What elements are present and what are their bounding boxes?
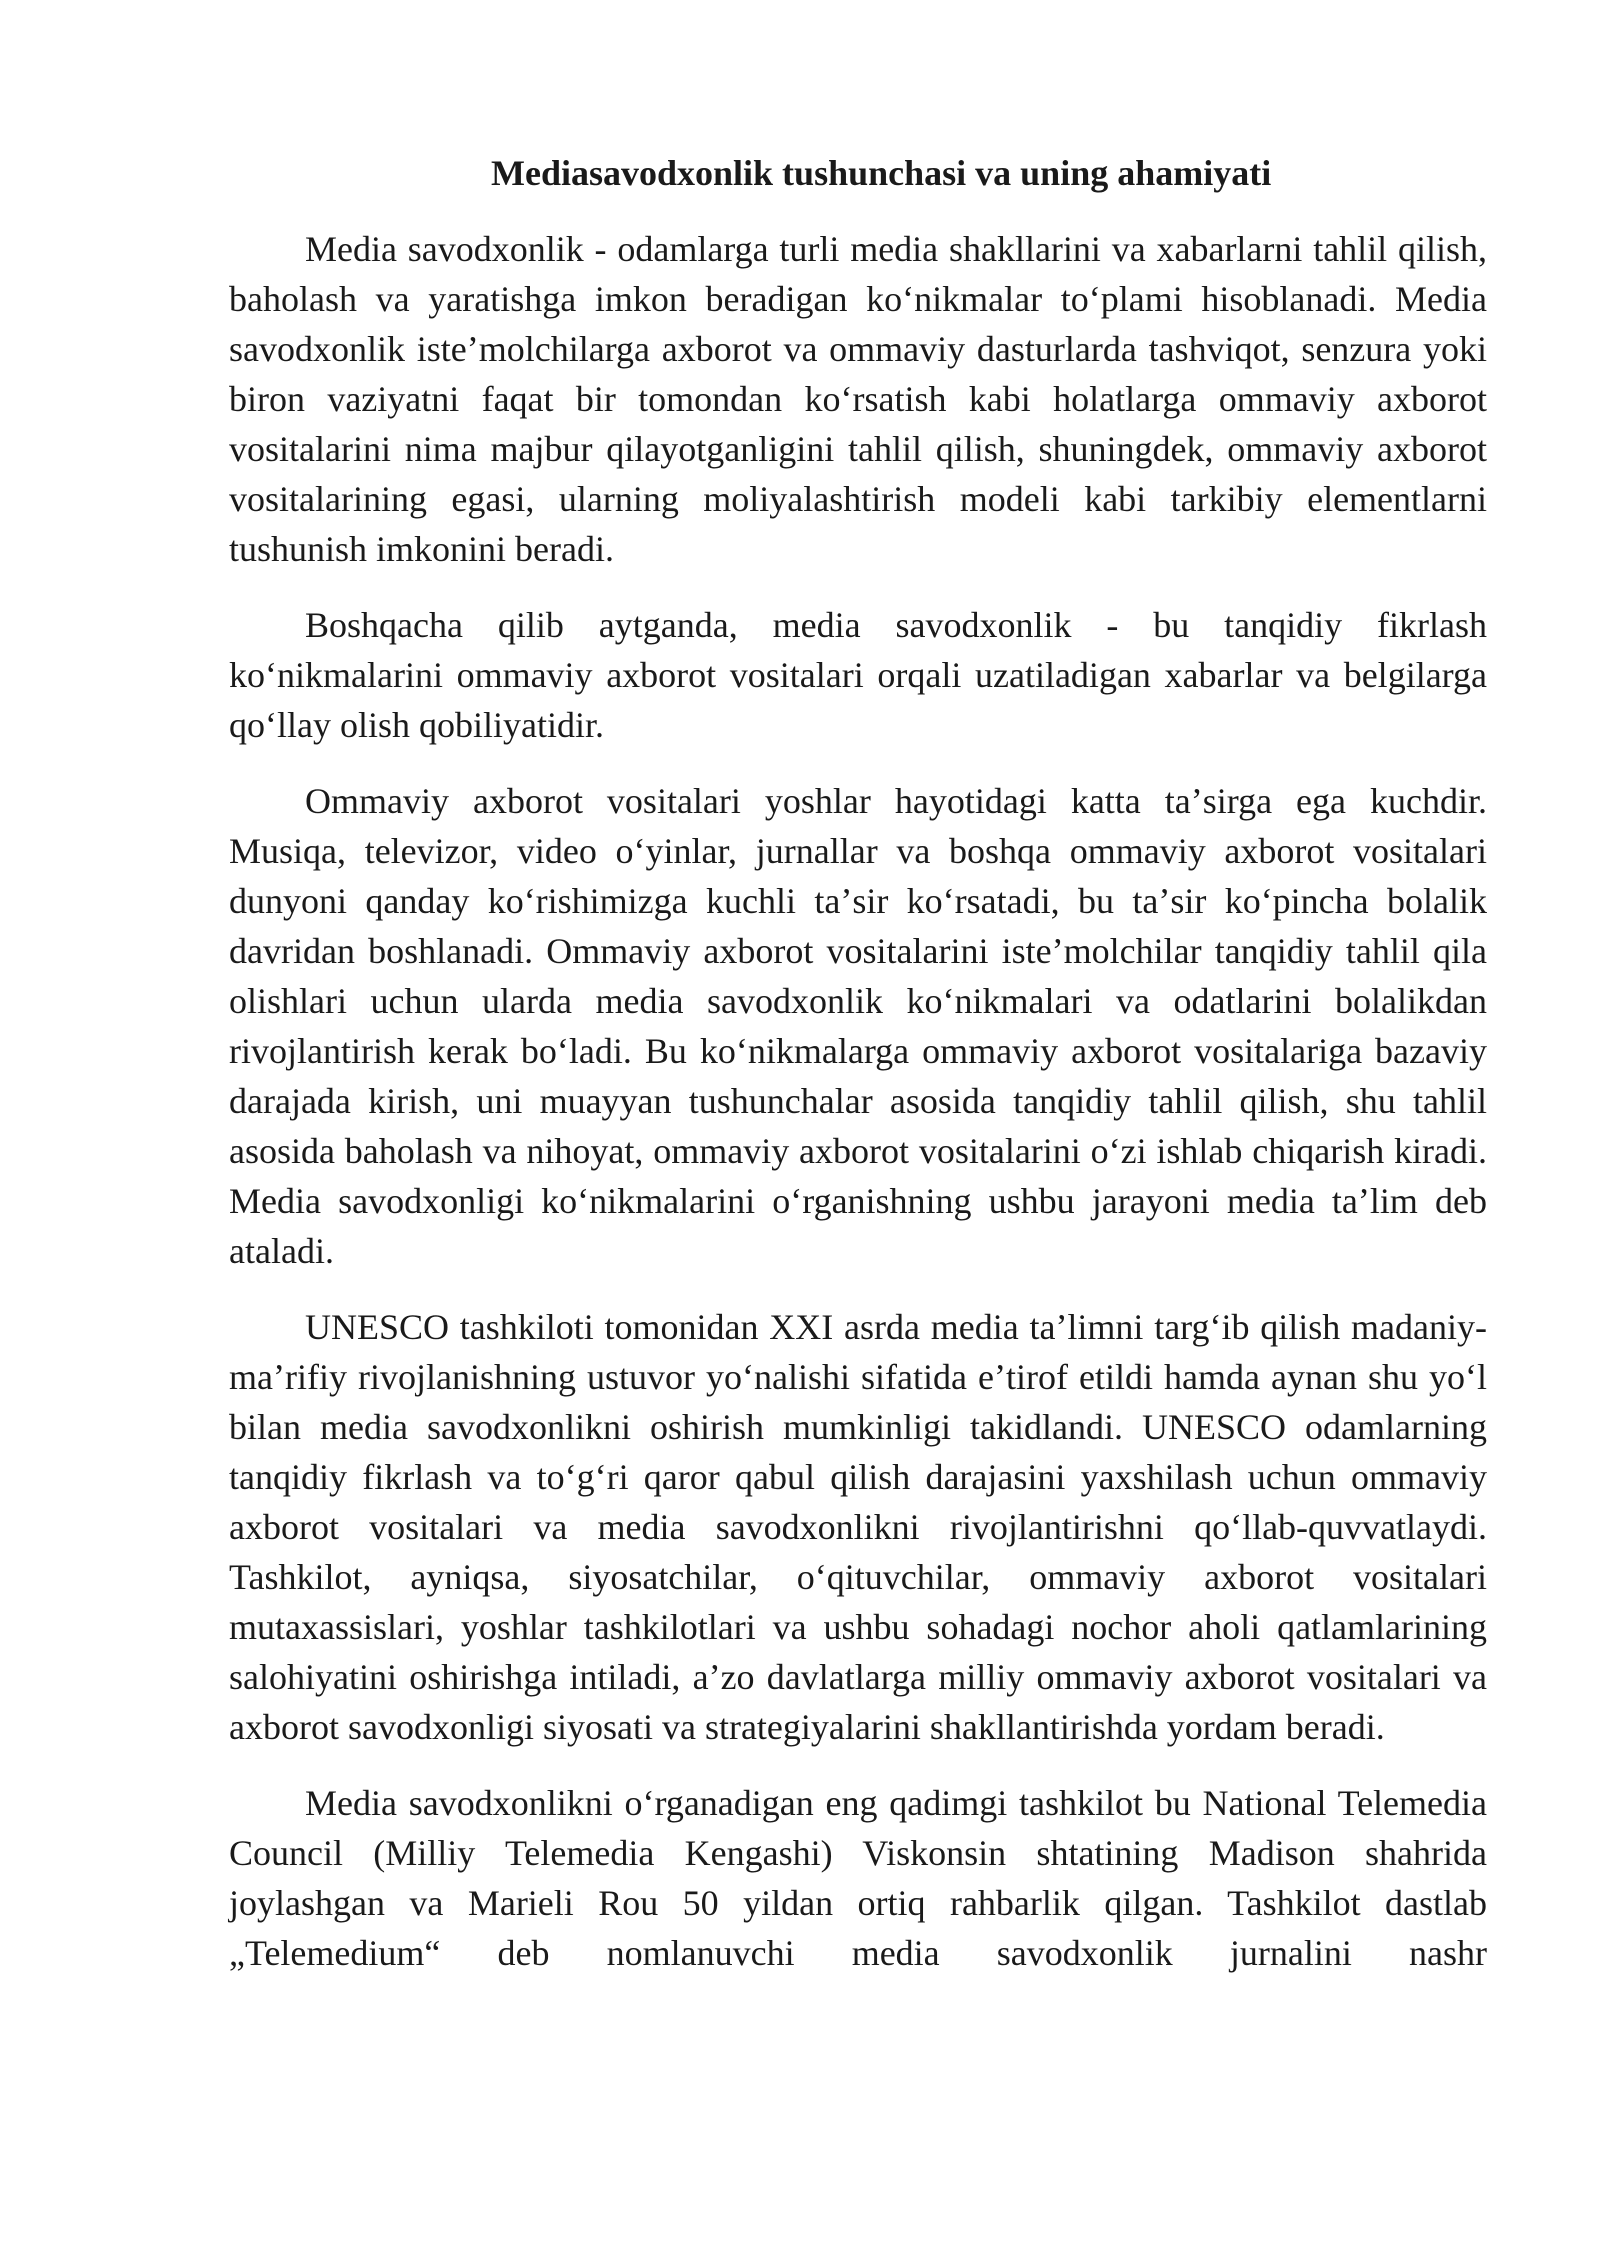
paragraph-national-telemedia-council: Media savodxonlikni oʻrganadigan eng qadimgi tashkilot bu National Telemedia Council (Milliy Telemedia Kengashi) Viskonsin shtatining Madison shahrida joylashgan va Marieli Rou 50 yildan ortiq rahbarlik qilgan. Tashkilot dastlab „Telemedium“ deb nomlanuvchi media savodxonlik jurnalini nashr xyxy=(229,1783,1487,1973)
paragraph-unesco: UNESCO tashkiloti tomonidan XXI asrda media taʼlimni targʻib qilish madaniy-maʼrifiy rivojlanishning ustuvor yoʻnalishi sifatida eʼtirof etildi hamda aynan shu yoʻl bilan media savodxonlikni oshirish mumkinligi takidlandi. UNESCO odamlarning tanqidiy fikrlash va toʻgʻri qaror qabul qilish darajasini yaxshilash uchun ommaviy axborot vositalari va media savodxonlikni rivojlantirishni qoʻllab-quvvatlaydi. Tashkilot, ayniqsa, siyosatchilar, oʻqituvchilar, ommaviy axborot vositalari mutaxassislari, yoshlar tashkilotlari va ushbu sohadagi nochor aholi qatlamlarining salohiyatini oshirishga intiladi, aʼzo davlatlarga milliy ommaviy axborot vositalari va axborot savodxonligi siyosati va strategiyalarini shakllantirishda yordam beradi. xyxy=(229,1307,1487,1747)
document-body xyxy=(229,148,1487,2004)
paragraph-youth-influence: Ommaviy axborot vositalari yoshlar hayotidagi katta taʼsirga ega kuchdir. Musiqa, televizor, video oʻyinlar, jurnallar va boshqa ommaviy axborot vositalari dunyoni qanday koʻrishimizga kuchli taʼsir koʻrsatadi, bu taʼsir koʻpincha bolalik davridan boshlanadi. Ommaviy axborot vositalarini isteʼmolchilar tanqidiy tahlil qila olishlari uchun ularda media savodxonlik koʻnikmalari va odatlarini bolalikdan rivojlantirish kerak boʻladi. Bu koʻnikmalarga ommaviy axborot vositalariga bazaviy darajada kirish, uni muayyan tushunchalar asosida tanqidiy tahlil qilish, shu tahlil asosida baholash va nihoyat, ommaviy axborot vositalarini oʻzi ishlab chiqarish kiradi. Media savodxonligi koʻnikmalarini oʻrganishning ushbu jarayoni media taʼlim deb ataladi. xyxy=(229,781,1487,1271)
paragraph-critical-thinking: Boshqacha qilib aytganda, media savodxonlik - bu tanqidiy fikrlash koʻnikmalarini ommaviy axborot vositalari orqali uzatiladigan xabarlar va belgilarga qoʻllay olish qobiliyatidir. xyxy=(229,605,1487,745)
document-title: Mediasavodxonlik tushunchasi va uning ahamiyati xyxy=(491,153,1272,193)
paragraph-definition: Media savodxonlik - odamlarga turli media shakllarini va xabarlarni tahlil qilish, baholash va yaratishga imkon beradigan koʻnikmalar toʻplami hisoblanadi. Media savodxonlik isteʼmolchilarga axborot va ommaviy dasturlarda tashviqot, senzura yoki biron vaziyatni faqat bir tomondan koʻrsatish kabi holatlarga ommaviy axborot vositalarini nima majbur qilayotganligini tahlil qilish, shuningdek, ommaviy axborot vositalarining egasi, ularning moliyalashtirish modeli kabi tarkibiy elementlarni tushunish imkonini beradi. xyxy=(229,229,1487,569)
